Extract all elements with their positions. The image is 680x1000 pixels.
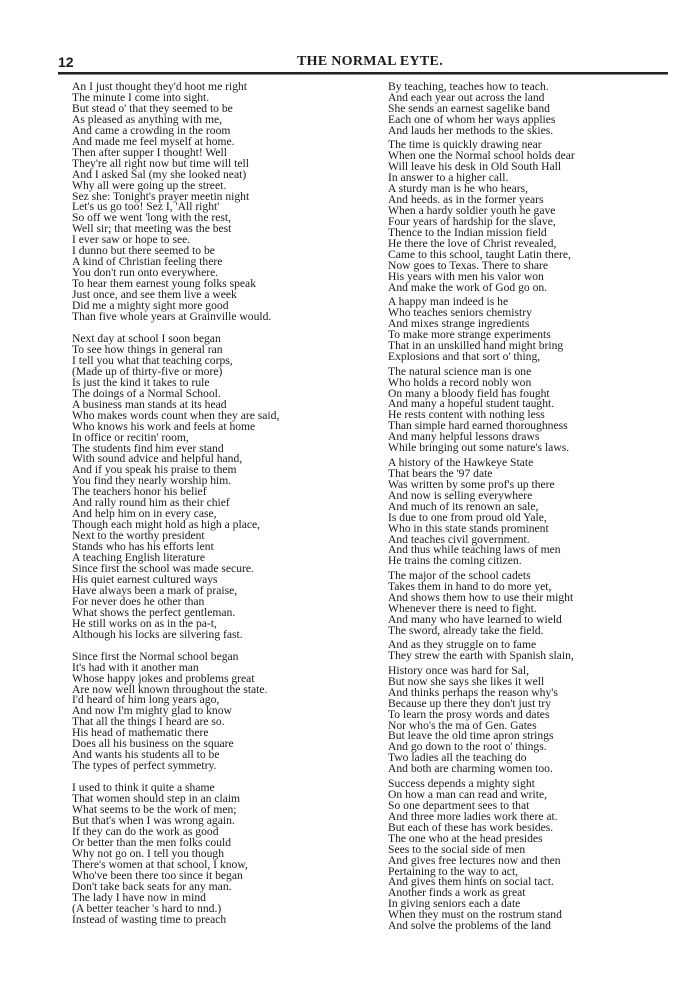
poem-line: The one who at the head presides <box>388 831 543 845</box>
poem-line: Because up there they don't just try <box>388 696 552 710</box>
poem-line: That all the things I heard are so. <box>72 715 225 729</box>
poem-line: Is due to one from proud old Yale, <box>388 510 547 524</box>
poem-line: Who makes words count when they are said, <box>72 408 280 422</box>
poem-line: Whose happy jokes and problems great <box>72 671 255 685</box>
poem-line: A sturdy man is he who hears, <box>388 182 529 196</box>
poem-line: And shows them how to use their might <box>388 590 574 604</box>
poem-line: Though each might hold as high a place, <box>72 518 261 532</box>
poem-line: When one the Normal school holds dear <box>388 149 575 163</box>
poem-line: And lauds her methods to the skies. <box>388 123 554 137</box>
poem-line: And rally round him as their chief <box>72 496 230 510</box>
poem-line: Then after supper I thought! Well <box>72 145 227 159</box>
poem-line: The types of perfect symmetry. <box>72 759 217 773</box>
poem-line: Well sir; that meeting was the best <box>72 222 232 236</box>
poem-line: Than simple hard earned thoroughness <box>388 419 568 433</box>
poem-line: Since first the school was made secure. <box>72 561 254 575</box>
poem-line: And many who have learned to wield <box>388 612 562 626</box>
poem-line: Who teaches seniors chemistry <box>388 306 532 320</box>
poem-line: And wants his students all to be <box>72 748 220 762</box>
poem-line: Are now well known throughout the state. <box>72 682 268 696</box>
poem-line: The lady I have now in mind <box>72 890 206 904</box>
poem-line: And thus while teaching laws of men <box>388 543 561 557</box>
poem-line: History once was hard for Sal, <box>388 663 530 677</box>
poem-line: Pertaining to the way to act, <box>388 864 519 878</box>
poem-line: And gives them hints on social tact. <box>388 875 554 889</box>
poem-line: As pleased as anything with me, <box>72 112 223 126</box>
page-number: 12 <box>58 54 74 70</box>
poem-line: He still works on as in the pa-t, <box>72 616 217 630</box>
poem-line: And came a crowding in the room <box>72 123 231 137</box>
poem-line: And much of its renown an sale, <box>388 499 539 513</box>
poem-line: But each of these has work besides. <box>388 820 554 834</box>
poem-line: It's had with it another man <box>72 660 199 674</box>
poem-line: And mixes strange ingredients <box>388 317 530 331</box>
poem-line: When they must on the rostrum stand <box>388 908 562 922</box>
poem-line: He trains the coming citizen. <box>388 554 522 568</box>
poem-line: The time is quickly drawing near <box>388 138 542 152</box>
poem-line: And I asked Sal (my she looked neat) <box>72 167 247 181</box>
poem-line: And heeds. as in the former years <box>388 193 544 207</box>
poem-line: And go down to the root o' things. <box>388 740 547 754</box>
poem-line: And teaches civil government. <box>388 532 530 546</box>
poem-line: But now she says she likes it well <box>388 674 545 688</box>
poem-line: A kind of Christian feeling there <box>72 255 223 269</box>
poem-line: Since first the Normal school began <box>72 649 239 663</box>
poem-line: Now goes to Texas. There to share <box>388 258 549 272</box>
poem-line: And help him on in every case, <box>72 507 217 521</box>
poem-line: But leave the old time apron strings <box>388 729 554 743</box>
poem-line: That bears the '97 date <box>388 466 493 480</box>
poem-line: So off we went 'long with the rest, <box>72 211 232 225</box>
poem-line: And each year out across the land <box>388 90 545 104</box>
poem-line: By teaching, teaches how to teach. <box>388 80 549 93</box>
poem-line: Have always been a mark of praise, <box>72 583 238 597</box>
poem-line: I'd heard of him long years ago, <box>72 693 220 707</box>
poem-line: In giving seniors each a date <box>388 897 521 911</box>
poem-line: Why all were going up the street. <box>72 178 227 192</box>
poem-line: Does all his business on the square <box>72 737 234 751</box>
poem-line: But that's when I was wrong again. <box>72 814 235 827</box>
poem-stanza <box>388 364 575 455</box>
right-column <box>388 82 575 936</box>
poem-stanza <box>388 776 575 933</box>
poem-line: In answer to a higher call. <box>388 171 509 185</box>
poem-line: So one department sees to that <box>388 798 530 812</box>
poem-line: And now is selling everywhere <box>388 488 533 502</box>
poem-line: And thinks perhaps the reason why's <box>388 685 558 699</box>
poem-stanza <box>388 455 575 568</box>
poem-line: The major of the school cadets <box>388 568 531 582</box>
poem-line: There's women at that school, I know, <box>72 857 248 871</box>
poem-line: What shows the perfect gentleman. <box>72 605 236 619</box>
poem-line: What seems to be the work of men; <box>72 803 237 817</box>
poem-line: His years with men his valor won <box>388 269 544 283</box>
poem-line: And many a hopeful student taught. <box>388 397 555 411</box>
poem-line: Who've been there too since it began <box>72 868 243 882</box>
left-column <box>72 82 279 937</box>
poem-line: While bringing out some nature's laws. <box>388 441 570 455</box>
poem-line: A happy man indeed is he <box>388 295 509 309</box>
poem-line: I used to think it quite a shame <box>72 781 215 795</box>
poem-line: Don't take back seats for any man. <box>72 879 232 893</box>
poem-line: Next day at school I soon began <box>72 331 221 345</box>
poem-line: And many helpful lessons draws <box>388 430 540 444</box>
poem-line: A teaching English literature <box>72 551 205 565</box>
poem-line: A history of the Hawkeye State <box>388 455 534 469</box>
poem-line: In office or recitin' room, <box>72 430 189 444</box>
poem-line: You don't run onto everywhere. <box>72 266 219 280</box>
poem-stanza <box>72 331 280 641</box>
poem-line: Another finds a work as great <box>388 886 526 900</box>
poem-line: Success depends a mighty sight <box>388 776 535 790</box>
poem-line: For never does he other than <box>72 594 205 608</box>
poem-line: To hear them earnest young folks speak <box>72 277 256 291</box>
poem-line: She sends an earnest sagelike band <box>388 101 550 115</box>
poem-line: Next to the worthy president <box>72 529 205 543</box>
poem-line: On how a man can read and write, <box>388 787 548 801</box>
poem-line: (A better teacher 's hard to nnd.) <box>72 901 222 915</box>
poem-line: His head of mathematic there <box>72 726 209 740</box>
poem-line: And gives free lectures now and then <box>388 853 561 867</box>
poem-line: Whenever there is need to fight. <box>388 601 537 615</box>
poem-line: They strew the earth with Spanish slain, <box>388 649 574 663</box>
poem-line: The minute I come into sight. <box>72 90 210 104</box>
poem-line: Stands who has his efforts lent <box>72 540 214 554</box>
poem-line: Thence to the Indian mission field <box>388 225 547 239</box>
poem-line: A business man stands at its head <box>72 397 227 411</box>
poem-stanza <box>388 140 575 293</box>
poem-line: I dunno but there seemed to be <box>72 244 215 258</box>
poem-line: That women should step in an claim <box>72 792 241 806</box>
poem-stanza <box>388 640 575 662</box>
poem-line: Why not go on. I tell you though <box>72 846 224 860</box>
poem-line: And as they struggle on to fame <box>388 638 537 652</box>
publication-title: THE NORMAL EYTE. <box>297 54 443 69</box>
poem-stanza <box>72 783 279 925</box>
poem-line: The doings of a Normal School. <box>72 386 221 400</box>
poem-line: Although his locks are silvering fast. <box>72 627 243 641</box>
poem-line: Two ladies all the teaching do <box>388 751 527 765</box>
poem-line: The natural science man is one <box>388 364 532 378</box>
poem-line: Nor who's the ma of Gen. Gates <box>388 718 537 732</box>
poem-line: Is just the kind it takes to rule <box>72 375 210 389</box>
poem-line: Was written by some prof's up there <box>388 477 555 491</box>
poem-line: To see how things in general ran <box>72 342 223 356</box>
poem-line: You find they nearly worship him. <box>72 474 232 488</box>
poem-line: Who holds a record nobly won <box>388 375 532 389</box>
poem-line: To learn the prosy words and dates <box>388 707 550 721</box>
poem-line: And now I'm mighty glad to know <box>72 704 232 718</box>
poem-line: He rests content with nothing less <box>388 408 545 422</box>
poem-line: Did me a mighty sight more good <box>72 299 229 313</box>
poem-stanza <box>388 568 575 637</box>
poem-line: And made me feel myself at home. <box>72 134 235 148</box>
poem-line: When a hardy soldier youth he gave <box>388 204 556 218</box>
poem-line: The students find him ever stand <box>72 441 224 455</box>
poem-line: Will leave his desk in Old South Hall <box>388 160 562 174</box>
poem-line: His quiet earnest cultured ways <box>72 572 218 586</box>
poem-line: Instead of wasting time to preach <box>72 912 227 926</box>
poem-line: Who in this state stands prominent <box>388 521 549 535</box>
poem-line: And make the work of God go on. <box>388 280 548 294</box>
poem-line: Came to this school, taught Latin there, <box>388 247 571 261</box>
poem-line: With sound advice and helpful hand, <box>72 452 243 466</box>
poem-line: Takes them in hand to do more yet, <box>388 579 552 593</box>
poem-line: (Made up of thirty-five or more) <box>72 364 223 378</box>
poem-line: If they can do the work as good <box>72 824 219 838</box>
poem-stanza <box>72 649 279 773</box>
poem-line: Sees to the social side of men <box>388 842 526 856</box>
poem-line: Just once, and see them live a week <box>72 288 237 302</box>
poem-line: Than five whole years at Grainville would. <box>72 310 272 324</box>
header-rule <box>58 72 668 75</box>
poem-line: And solve the problems of the land <box>388 919 551 933</box>
poem-line: To make more strange experiments <box>388 328 551 342</box>
poem-stanza <box>388 82 575 137</box>
poem-line: Let's us go too! Sez I, 'All right' <box>72 200 220 214</box>
poem-line: Explosions and that sort o' thing, <box>388 350 541 364</box>
poem-line: Or better than the men folks could <box>72 835 232 849</box>
poem-line: Four years of hardship for the slave, <box>388 215 556 229</box>
poem-line: But stead o' that they seemed to be <box>72 101 233 115</box>
poem-line: That in an unskilled hand might bring <box>388 339 564 353</box>
poem-line: On many a bloody field has fought <box>388 386 550 400</box>
poem-line: The sword, already take the field. <box>388 623 544 637</box>
poem-line: Who knows his work and feels at home <box>72 419 256 433</box>
poem-line: Sez she: Tonight's prayer meetin night <box>72 189 250 203</box>
poem-stanza <box>388 297 575 363</box>
poem-line: They're all right now but time will tell <box>72 156 249 170</box>
poem-line: Each one of whom her ways applies <box>388 112 556 126</box>
poem-line: An I just thought they'd hoot me right <box>72 80 248 93</box>
poem-line: The teachers honor his belief <box>72 485 207 499</box>
poem-line: I ever saw or hope to see. <box>72 233 191 247</box>
poem-stanza <box>72 82 279 323</box>
poem-line: And three more ladies work there at. <box>388 809 558 823</box>
poem-line: He there the love of Christ revealed, <box>388 236 557 250</box>
poem-line: And if you speak his praise to them <box>72 463 237 477</box>
poem-line: I tell you what that teaching corps, <box>72 353 233 367</box>
poem-line: And both are charming women too. <box>388 762 553 776</box>
poem-stanza <box>388 663 575 776</box>
